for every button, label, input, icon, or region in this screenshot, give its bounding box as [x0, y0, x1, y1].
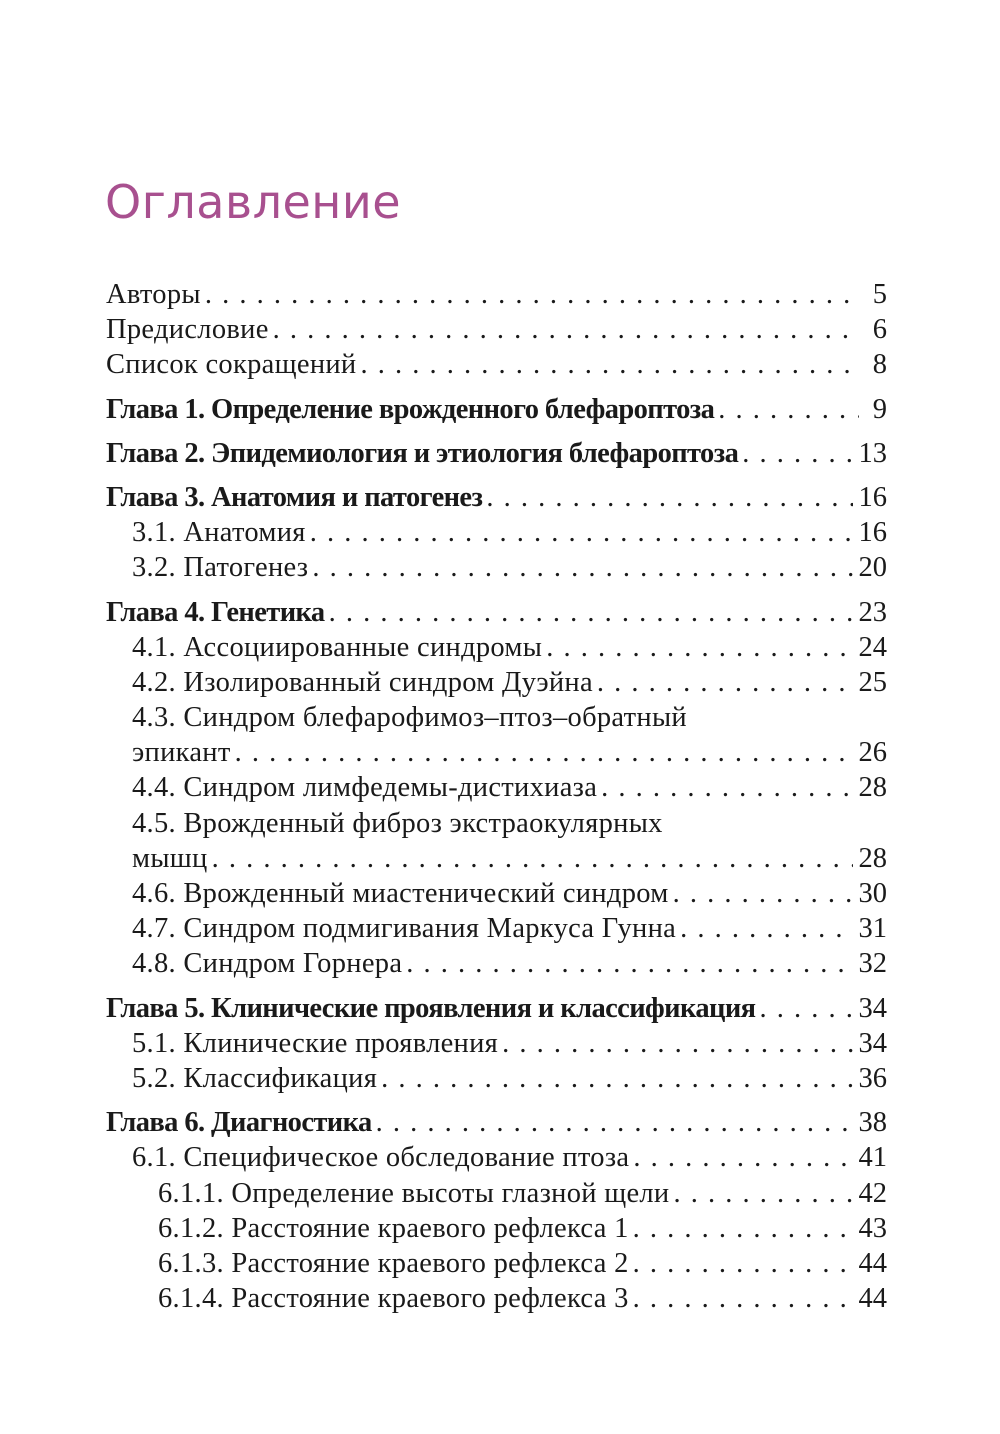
- toc-entry-label: Глава 1. Определение врожденного блефароптоза: [106, 393, 715, 425]
- toc-entry-label: 3.2. Патогенез: [132, 552, 309, 584]
- dot-leader: [680, 911, 852, 946]
- toc-entry-label: 3.1. Анатомия: [132, 517, 306, 549]
- toc-page-number: 6: [872, 314, 887, 346]
- toc-page-number: 24: [858, 631, 887, 663]
- dot-leader: [360, 347, 859, 382]
- toc-chapter-5[interactable]: [106, 991, 887, 1026]
- dot-leader: [718, 392, 859, 427]
- dot-leader: [310, 515, 853, 550]
- toc-entry-label: Глава 2. Эпидемиология и этиология блефароптоза: [106, 437, 739, 469]
- toc-page-number: 41: [858, 1142, 887, 1174]
- toc-page-number: 16: [858, 517, 887, 549]
- dot-leader: [546, 630, 852, 665]
- toc-page-number: 36: [858, 1062, 887, 1094]
- toc-page-number: 5: [872, 279, 887, 310]
- toc-chapter-3[interactable]: [106, 480, 887, 515]
- toc-entry-label: эпикант: [132, 737, 231, 769]
- toc-page-number: 8: [872, 349, 887, 381]
- toc-section-6-1-3[interactable]: [106, 1246, 887, 1281]
- toc-section-3-1[interactable]: [106, 515, 887, 550]
- toc-section-4-3[interactable]: [106, 735, 887, 770]
- page-title: Оглавление: [105, 174, 402, 229]
- toc-entry-label: 6.1.2. Расстояние краевого рефлекса 1: [158, 1212, 629, 1244]
- table-of-contents: [106, 277, 887, 1316]
- dot-leader: [633, 1281, 853, 1316]
- toc-section-4-1[interactable]: [106, 630, 887, 665]
- toc-section-4-8[interactable]: [106, 946, 887, 981]
- dot-leader: [406, 946, 852, 981]
- toc-page-number: 43: [858, 1212, 887, 1244]
- toc-page-number: 32: [858, 948, 887, 980]
- toc-chapter-2[interactable]: [106, 436, 887, 471]
- toc-entry-label: 4.7. Синдром подмигивания Маркуса Гунна: [132, 913, 677, 945]
- dot-leader: [674, 1176, 853, 1211]
- toc-page-number: 34: [858, 1027, 887, 1059]
- dot-leader: [742, 436, 852, 471]
- toc-page-number: 16: [858, 481, 887, 513]
- toc-section-6-1-2[interactable]: [106, 1211, 887, 1246]
- dot-leader: [273, 312, 859, 347]
- toc-section-3-2[interactable]: [106, 550, 887, 585]
- toc-page-number: 23: [858, 596, 887, 628]
- toc-entry-label: Авторы: [106, 279, 201, 310]
- dot-leader: [376, 1105, 853, 1140]
- toc-chapter-6[interactable]: [106, 1105, 887, 1140]
- toc-entry-preface[interactable]: [106, 312, 887, 347]
- toc-entry-label: 5.2. Классификация: [132, 1062, 378, 1094]
- toc-page-number: 26: [858, 737, 887, 769]
- toc-page-number: 38: [858, 1107, 887, 1139]
- toc-page-number: 44: [858, 1247, 887, 1279]
- toc-chapter-1[interactable]: [106, 392, 887, 427]
- toc-entry-label: Глава 6. Диагностика: [106, 1107, 372, 1139]
- toc-page-number: 31: [858, 913, 887, 945]
- dot-leader: [597, 665, 853, 700]
- dot-leader: [633, 1140, 852, 1175]
- dot-leader: [381, 1061, 852, 1096]
- toc-entry-label: 4.6. Врожденный миастенический синдром: [132, 878, 669, 909]
- toc-entry-label: Глава 5. Клинические проявления и классификация: [106, 992, 756, 1024]
- toc-page-number: 42: [858, 1177, 887, 1209]
- toc-section-6-1-4[interactable]: [106, 1281, 887, 1316]
- toc-entry-label: 4.4. Синдром лимфедемы-дистихиаза: [132, 772, 598, 804]
- toc-entry-label: Глава 3. Анатомия и патогенез: [106, 481, 483, 513]
- dot-leader: [601, 770, 852, 805]
- dot-leader: [329, 595, 853, 630]
- dot-leader: [633, 1246, 853, 1281]
- toc-entry-abbreviations[interactable]: [106, 347, 887, 382]
- toc-section-5-1[interactable]: [106, 1026, 887, 1061]
- toc-entry-authors[interactable]: [106, 277, 887, 312]
- toc-page-number: 28: [858, 772, 887, 804]
- toc-section-6-1-1[interactable]: [106, 1176, 887, 1211]
- dot-leader: [212, 841, 853, 876]
- dot-leader: [235, 735, 853, 770]
- toc-chapter-4[interactable]: [106, 595, 887, 630]
- toc-entry-label: 6.1.3. Расстояние краевого рефлекса 2: [158, 1247, 629, 1279]
- toc-section-4-6[interactable]: [106, 876, 887, 911]
- toc-entry-label: 4.8. Синдром Горнера: [132, 948, 403, 980]
- dot-leader: [486, 480, 852, 515]
- toc-section-4-5-line1[interactable]: 4.5. Врожденный фиброз экстраокулярных: [132, 807, 663, 839]
- toc-entry-label: 6.1.1. Определение высоты глазной щели: [158, 1177, 670, 1209]
- dot-leader: [205, 277, 859, 312]
- dot-leader: [673, 876, 853, 911]
- toc-page-number: 28: [858, 842, 887, 874]
- toc-section-6-1[interactable]: [106, 1140, 887, 1175]
- toc-page-number: 9: [872, 393, 887, 425]
- toc-entry-label: 4.1. Ассоциированные синдромы: [132, 631, 543, 663]
- toc-entry-label: 4.2. Изолированный синдром Дуэйна: [132, 666, 593, 698]
- toc-entry-label: Предисловие: [106, 314, 269, 346]
- toc-page-number: 20: [858, 552, 887, 584]
- toc-section-4-3-line1[interactable]: 4.3. Синдром блефарофимоз–птоз–обратный: [132, 702, 687, 734]
- toc-page-number: 13: [858, 437, 887, 469]
- dot-leader: [502, 1026, 852, 1061]
- toc-entry-label: Глава 4. Генетика: [106, 596, 325, 628]
- dot-leader: [633, 1211, 853, 1246]
- toc-section-4-7[interactable]: [106, 911, 887, 946]
- dot-leader: [312, 550, 852, 585]
- toc-section-5-2[interactable]: [106, 1061, 887, 1096]
- toc-section-4-2[interactable]: [106, 665, 887, 700]
- toc-section-4-4[interactable]: [106, 770, 887, 805]
- toc-entry-label: 6.1. Специфическое обследование птоза: [132, 1142, 630, 1174]
- toc-entry-label: мышц: [132, 842, 208, 874]
- toc-page-number: 30: [858, 878, 887, 909]
- toc-entry-label: 6.1.4. Расстояние краевого рефлекса 3: [158, 1283, 629, 1315]
- dot-leader: [759, 991, 852, 1026]
- toc-page-number: 44: [858, 1283, 887, 1315]
- toc-page-number: 34: [858, 992, 887, 1024]
- toc-entry-label: Список сокращений: [106, 349, 357, 381]
- toc-page-number: 25: [858, 666, 887, 698]
- toc-section-4-5[interactable]: [106, 841, 887, 876]
- toc-entry-label: 5.1. Клинические проявления: [132, 1027, 499, 1059]
